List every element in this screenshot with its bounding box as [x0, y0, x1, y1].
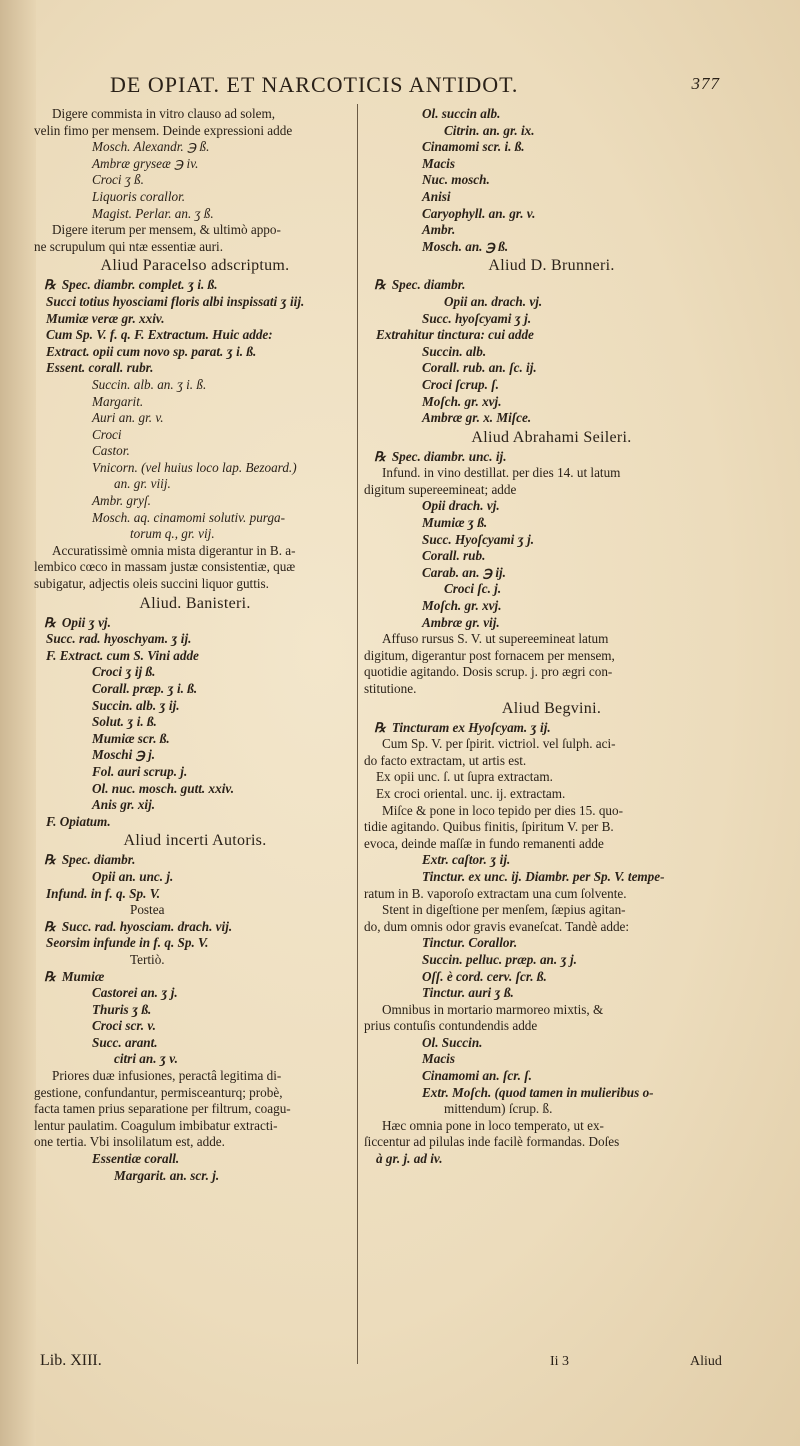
- text-line: Corall. præp. ʒ i. ß.: [92, 681, 198, 696]
- text-line: evoca, deinde maſſæ in fundo remanenti adde: [364, 835, 604, 851]
- text-line: Succin. alb. an. ʒ i. ß.: [92, 376, 207, 392]
- text-line: Stent in digeſtione per menſem, ſæpius agitan-: [382, 902, 626, 918]
- text-line: Miſce & pone in loco tepido per dies 15. quo-: [382, 802, 623, 818]
- text-line: Succin. alb.: [422, 343, 487, 359]
- text-line: Tinctur. Corallor.: [422, 935, 518, 951]
- right-column: [364, 106, 739, 1168]
- text-line: Mumiæ veræ gr. xxiv.: [46, 310, 165, 326]
- text-line: Caryophyll. an. gr. v.: [422, 205, 536, 221]
- signature-mark: Ii 3: [550, 1354, 570, 1369]
- text-line: mittendum) ſcrup. ß.: [444, 1101, 553, 1117]
- running-title: DE OPIAT. ET NARCOTICIS ANTIDOT.: [110, 72, 519, 97]
- text-line: Hæc omnia pone in loco temperato, ut ex-: [382, 1117, 604, 1133]
- text-line: Succin. alb. ʒ ij.: [92, 697, 180, 713]
- text-line: torum q., gr. vij.: [130, 526, 215, 542]
- text-line: Castor.: [92, 443, 130, 459]
- text-line: Extract. opii cum novo sp. parat. ʒ i. ß.: [46, 343, 257, 359]
- text-line: Margarit.: [92, 393, 144, 409]
- text-line: Cinamomi scr. i. ß.: [422, 139, 525, 155]
- text-line: ℞ Spec. diambr.: [34, 852, 356, 869]
- page-gutter: [0, 0, 36, 1446]
- text-line: Moschi ℈ j.: [92, 747, 156, 763]
- text-line: Anisi: [422, 188, 451, 204]
- text-line: Succ. arant.: [92, 1034, 158, 1050]
- text-line: Opii an. drach. vj.: [444, 293, 543, 309]
- text-line: Tinctur. ex unc. ij. Diambr. per Sp. V. tempe-: [422, 868, 665, 884]
- text-line: Seorsim infunde in f. q. Sp. V.: [46, 935, 209, 951]
- text-line: Ambr. gryſ.: [92, 493, 151, 509]
- section-heading: Aliud D. Brunneri.: [488, 257, 615, 275]
- text-line: Succ. Hyoſcyami ʒ j.: [422, 531, 535, 547]
- text-line: stitutione.: [364, 681, 417, 696]
- text-line: lentur paulatim. Coagulum imbibatur extracti-: [34, 1117, 278, 1133]
- text-line: Croci scr. v.: [92, 1018, 156, 1034]
- text-line: ℞ Succ. rad. hyosciam. drach. vij.: [34, 919, 356, 936]
- text-line: Digere commista in vitro clauso ad solem,: [52, 106, 276, 121]
- text-line: Margarit. an. scr. j.: [114, 1167, 220, 1183]
- text-line: Moſch. gr. xvj.: [422, 598, 502, 614]
- text-line: Ambr.: [422, 222, 456, 238]
- text-line: Accuratissimè omnia mista digerantur in B. a-: [52, 542, 296, 558]
- text-line: ſiccentur ad pilulas inde facilè formandas. Doſes: [364, 1134, 620, 1150]
- text-line: Fol. auri scrup. j.: [92, 763, 188, 779]
- text-line: Moſch. gr. xvj.: [422, 393, 502, 409]
- text-line: Digere iterum per mensem, & ultimò appo-: [52, 222, 281, 238]
- text-line: ℞ Mumiæ: [34, 969, 356, 986]
- text-line: Opii an. unc. j.: [92, 868, 174, 884]
- text-line: Magist. Perlar. an. ʒ ß.: [92, 205, 214, 221]
- text-line: prius contuſis contundendis adde: [364, 1018, 538, 1034]
- section-heading: Aliud Abrahami Seileri.: [471, 428, 632, 446]
- text-line: do facto extractam, ut artis est.: [364, 752, 527, 768]
- text-line: Mosch. aq. cinamomi solutiv. purga-: [92, 509, 286, 525]
- text-line: Succ. hyoſcyami ʒ j.: [422, 310, 532, 326]
- text-line: Affuso rursus S. V. ut supereemineat latum: [382, 631, 609, 647]
- text-line: Ambræ gryseæ ℈ iv.: [92, 155, 199, 171]
- text-line: Vnicorn. (vel huius loco lap. Bezoard.): [92, 459, 297, 475]
- text-line: Ex opii unc. ſ. ut ſupra extractam.: [376, 769, 553, 785]
- text-line: Liquoris corallor.: [92, 188, 186, 204]
- text-line: Cum Sp. V. per ſpirit. victriol. vel ſulph. aci-: [382, 736, 616, 752]
- text-line: ℞ Tincturam ex Hyoſcyam. ʒ ij.: [364, 720, 739, 737]
- text-line: F. Opiatum.: [46, 813, 111, 829]
- text-line: velin fimo per mensem. Deinde expressioni adde: [34, 122, 293, 138]
- text-line: tidie agitando. Quibus finitis, ſpiritum V. per B.: [364, 819, 614, 835]
- text-line: Extrahitur tinctura: cui adde: [376, 327, 534, 343]
- text-line: Croci ſc. j.: [444, 581, 502, 597]
- text-line: Macis: [422, 1051, 455, 1067]
- text-line: Cum Sp. V. f. q. F. Extractum. Huic adde:: [46, 327, 273, 343]
- text-line: Oſſ. è cord. cerv. ſcr. ß.: [422, 968, 547, 984]
- column-divider: [357, 104, 358, 1364]
- text-line: Macis: [422, 155, 455, 171]
- text-line: Tinctur. auri ʒ ß.: [422, 985, 514, 1001]
- text-line: ne scrupulum qui ntæ essentiæ auri.: [34, 238, 223, 254]
- text-line: digitum supereemineat; adde: [364, 481, 517, 497]
- text-line: do, dum omnis odor gravis evaneſcat. Tandè adde:: [364, 918, 630, 934]
- text-line: Cinamomi an. ſcr. ſ.: [422, 1068, 532, 1084]
- text-line: Solut. ʒ i. ß.: [92, 714, 157, 730]
- text-line: Succin. pelluc. præp. an. ʒ j.: [422, 951, 577, 967]
- text-line: Tertiò.: [130, 951, 165, 967]
- page-number: 377: [691, 74, 720, 93]
- text-line: Succi totius hyosciami floris albi inspissati ʒ iij.: [46, 293, 305, 309]
- section-heading: Aliud Paracelso adscriptum.: [100, 257, 290, 275]
- text-line: Corall. rub. an. ſc. ij.: [422, 360, 537, 376]
- text-line: Auri an. gr. v.: [92, 410, 164, 426]
- running-header: [110, 72, 720, 98]
- text-line: Nuc. mosch.: [422, 172, 490, 188]
- text-line: Croci: [92, 426, 122, 442]
- text-line: Castorei an. ʒ j.: [92, 985, 178, 1001]
- text-line: Essent. corall. rubr.: [46, 360, 154, 376]
- text-line: Succ. rad. hyoschyam. ʒ ij.: [46, 631, 192, 647]
- left-column: [34, 106, 356, 1184]
- text-line: Omnibus in mortario marmoreo mixtis, &: [382, 1001, 604, 1017]
- signature-left: Lib. XIII.: [40, 1352, 102, 1369]
- text-line: Ol. succin alb.: [422, 106, 501, 121]
- text-line: Croci ʒ ß.: [92, 172, 144, 188]
- text-line: quotidie agitando. Dosis scrup. j. pro ægri con-: [364, 664, 613, 680]
- text-line: Mumiæ scr. ß.: [92, 730, 170, 746]
- text-line: an. gr. viij.: [114, 476, 171, 492]
- section-heading: Aliud. Banisteri.: [139, 594, 251, 612]
- text-line: Carab. an. ℈ ij.: [422, 564, 506, 580]
- text-line: Corall. rub.: [422, 548, 486, 564]
- text-line: Citrin. an. gr. ix.: [444, 122, 535, 138]
- text-line: digitum, digerantur post fornacem per mensem,: [364, 647, 615, 663]
- text-line: Ambræ gr. vij.: [422, 614, 500, 630]
- text-line: Extr. caſtor. ʒ ij.: [422, 852, 511, 868]
- text-line: à gr. j. ad iv.: [376, 1151, 443, 1167]
- section-heading: Aliud incerti Autoris.: [123, 832, 267, 850]
- section-heading: Aliud Begvini.: [501, 699, 602, 717]
- text-line: Mosch. an. ℈ ß.: [422, 238, 509, 254]
- text-line: Priores duæ infusiones, peractâ legitima di-: [52, 1068, 282, 1084]
- text-line: Extr. Moſch. (quod tamen in mulieribus o-: [422, 1084, 654, 1100]
- catchword: Aliud: [690, 1354, 722, 1369]
- text-line: Ol. Succin.: [422, 1034, 483, 1050]
- text-line: Mumiæ ʒ ß.: [422, 515, 488, 531]
- text-line: Mosch. Alexandr. ℈ ß.: [92, 139, 210, 155]
- text-line: ℞ Spec. diambr. unc. ij.: [364, 449, 739, 466]
- text-line: Anis gr. xij.: [92, 797, 156, 813]
- text-line: Croci ſcrup. ſ.: [422, 376, 499, 392]
- text-line: citri an. ʒ v.: [114, 1051, 178, 1067]
- text-line: ℞ Spec. diambr.: [364, 277, 739, 294]
- text-line: ℞ Spec. diambr. complet. ʒ i. ß.: [34, 277, 356, 294]
- text-line: Infund. in f. q. Sp. V.: [46, 885, 161, 901]
- text-line: ratum in B. vaporoſo extractam una cum ſolvente.: [364, 885, 627, 901]
- text-line: gestione, confundantur, permisceanturq; probè,: [34, 1084, 283, 1100]
- text-line: Croci ʒ ij ß.: [92, 664, 156, 680]
- text-line: Essentiæ corall.: [92, 1151, 180, 1167]
- text-line: one tertia. Vbi insolilatum est, adde.: [34, 1134, 225, 1150]
- text-line: Ex croci oriental. unc. ij. extractam.: [376, 785, 566, 801]
- text-line: lembico cœco in massam justæ consistentiæ, quæ: [34, 559, 296, 575]
- text-line: Infund. in vino destillat. per dies 14. ut latum: [382, 465, 621, 481]
- text-line: Ol. nuc. mosch. gutt. xxiv.: [92, 780, 235, 796]
- text-line: Ambræ gr. x. Miſce.: [422, 410, 532, 426]
- text-line: F. Extract. cum S. Vini adde: [46, 647, 199, 663]
- text-line: Postea: [130, 902, 165, 918]
- text-line: Thuris ʒ ß.: [92, 1001, 152, 1017]
- text-line: facta tamen prius separatione per filtrum, coagu-: [34, 1101, 291, 1117]
- text-line: ℞ Opii ʒ vj.: [34, 615, 356, 632]
- text-line: Opii drach. vj.: [422, 498, 500, 514]
- text-line: subigatur, adjectis oleis succini liquor guttis.: [34, 576, 269, 592]
